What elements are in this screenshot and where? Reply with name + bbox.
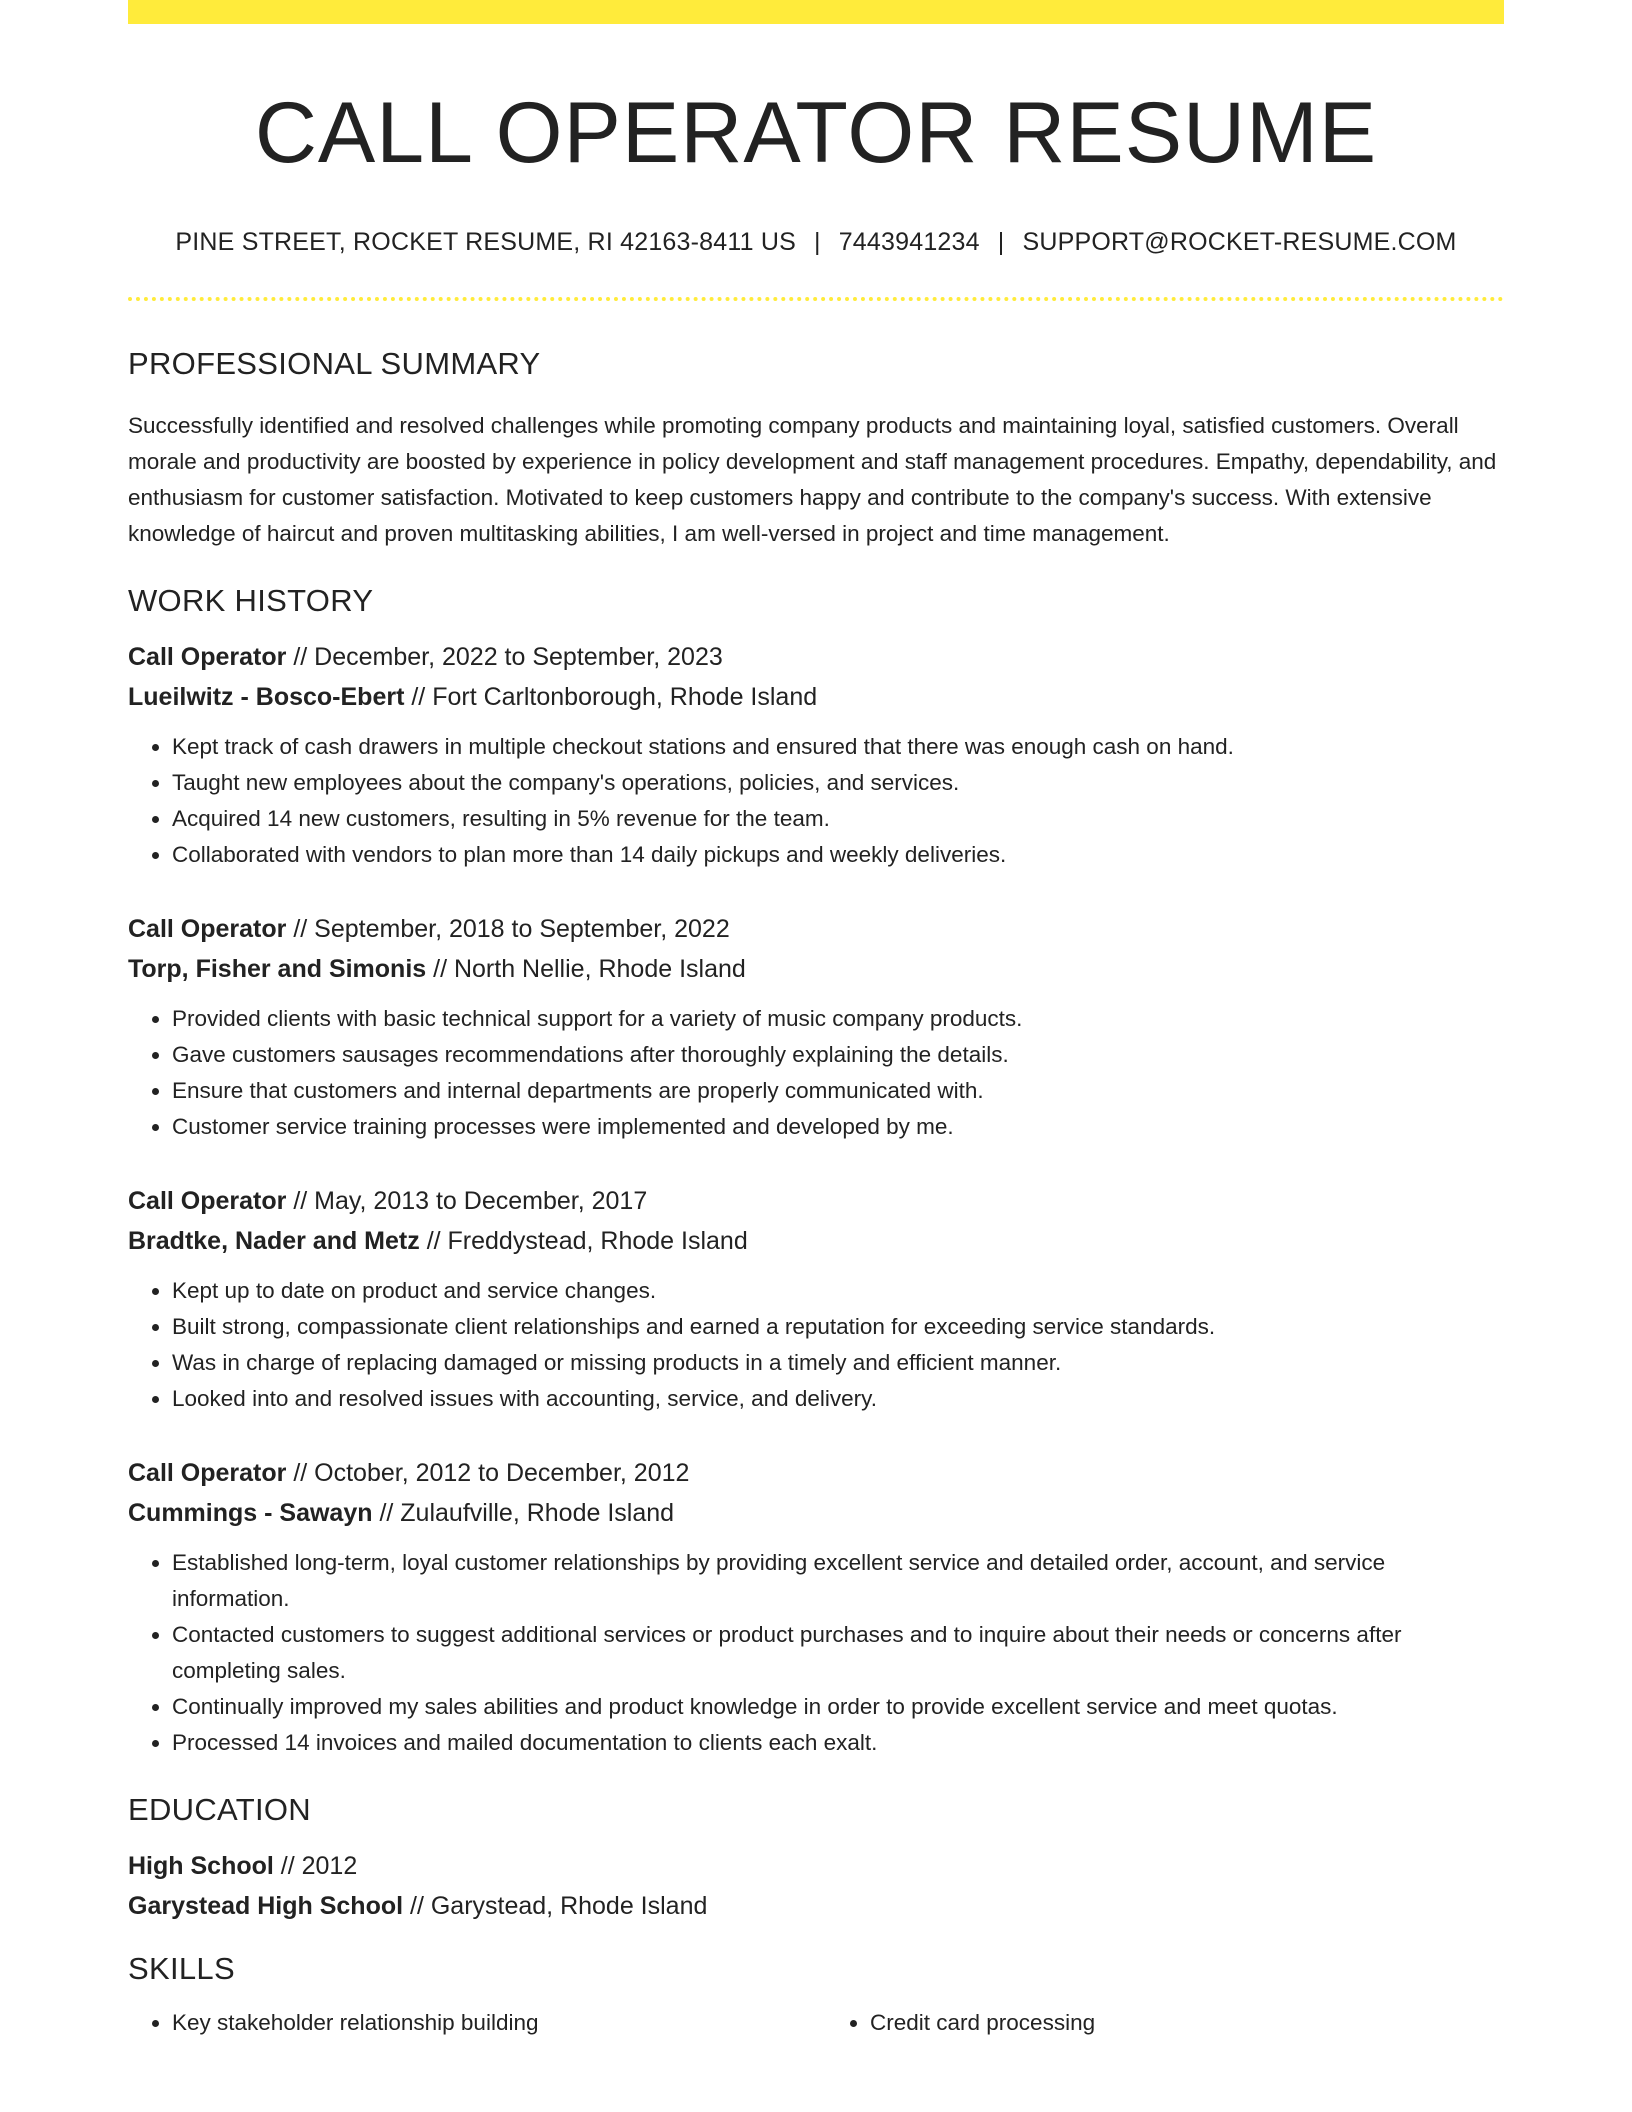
education-location: // Garystead, Rhode Island — [403, 1892, 708, 1921]
job-entry — [128, 909, 1504, 1145]
job-location: // Freddystead, Rhode Island — [419, 1226, 748, 1255]
job-bullet: • Processed 14 invoices and mailed documentation to clients each exalt. — [172, 1725, 1504, 1761]
job-bullet: • Kept track of cash drawers in multiple checkout stations and ensured that there was enough cash on hand. — [172, 729, 1504, 765]
skills-column-left — [128, 2005, 806, 2041]
job-location: // Fort Carltonborough, Rhode Island — [404, 682, 818, 711]
job-bullet: • Collaborated with vendors to plan more than 14 daily pickups and weekly deliveries. — [172, 837, 1504, 873]
job-dates: // December, 2022 to September, 2023 — [286, 642, 723, 671]
job-role-line — [128, 1181, 1504, 1221]
job-company: Torp, Fisher and Simonis — [128, 954, 427, 983]
job-role-line — [128, 1453, 1504, 1493]
job-entry — [128, 637, 1504, 873]
job-role-line — [128, 637, 1504, 677]
job-bullet: • Looked into and resolved issues with accounting, service, and delivery. — [172, 1381, 1504, 1417]
section-title-summary: PROFESSIONAL SUMMARY — [128, 345, 541, 381]
contact-separator: | — [814, 227, 821, 256]
contact-phone: 7443941234 — [838, 227, 980, 256]
skills-column-right — [826, 2005, 1504, 2041]
education-school: Garystead High School — [128, 1892, 404, 1921]
summary-text: Successfully identified and resolved challenges while promoting company products and maintaining loyal, satisfied customers. Overall morale and productivity are boosted by experience in policy development and staff management procedures. Empathy, dependability, and enthusiasm for customer satisfaction. Motivated to keep customers happy and contribute to the company's success. With extensive knowledge of haircut and proven multitasking abilities, I am well-versed in project and time management. — [128, 412, 1497, 546]
job-company-line — [128, 677, 1504, 717]
job-bullet: • Kept up to date on product and service changes. — [172, 1273, 1504, 1309]
job-bullet: • Provided clients with basic technical support for a variety of music company products. — [172, 1001, 1504, 1037]
job-location: // Zulaufville, Rhode Island — [372, 1498, 675, 1527]
job-bullet: • Gave customers sausages recommendations after thoroughly explaining the details. — [172, 1037, 1504, 1073]
job-company-line — [128, 1221, 1504, 1261]
job-bullet: • Continually improved my sales abilities and product knowledge in order to provide excellent service and meet quotas. — [172, 1689, 1504, 1725]
contact-address: PINE STREET, ROCKET RESUME, RI 42163-8411 US — [175, 227, 796, 256]
job-bullet: • Was in charge of replacing damaged or missing products in a timely and efficient manner. — [172, 1345, 1504, 1381]
contact-email: SUPPORT@ROCKET-RESUME.COM — [1022, 227, 1457, 256]
job-dates: // May, 2013 to December, 2017 — [286, 1186, 648, 1215]
job-bullet: • Customer service training processes were implemented and developed by me. — [172, 1109, 1504, 1145]
job-bullets — [128, 1273, 1504, 1417]
job-bullet: • Established long-term, loyal customer relationships by providing excellent service and detailed order, account, and service information. — [172, 1545, 1504, 1617]
job-bullets — [128, 1001, 1504, 1145]
job-bullets — [128, 1545, 1504, 1761]
job-role: Call Operator — [128, 914, 287, 943]
dotted-divider — [128, 297, 1504, 301]
job-entry — [128, 1181, 1504, 1417]
job-bullet: • Ensure that customers and internal departments are properly communicated with. — [172, 1073, 1504, 1109]
job-bullet: • Acquired 14 new customers, resulting in 5% revenue for the team. — [172, 801, 1504, 837]
job-company-line — [128, 949, 1504, 989]
job-role-line — [128, 909, 1504, 949]
job-bullet: • Built strong, compassionate client relationships and earned a reputation for exceeding service standards. — [172, 1309, 1504, 1345]
section-title-work-history: WORK HISTORY — [128, 582, 374, 618]
job-entry — [128, 1453, 1504, 1761]
job-dates: // October, 2012 to December, 2012 — [286, 1458, 690, 1487]
skill-item: • Credit card processing — [870, 2005, 1504, 2041]
job-role: Call Operator — [128, 642, 287, 671]
education-school-line — [128, 1886, 1504, 1926]
job-dates: // September, 2018 to September, 2022 — [286, 914, 730, 943]
job-location: // North Nellie, Rhode Island — [426, 954, 746, 983]
top-accent-bar — [128, 0, 1504, 24]
education-degree: High School — [128, 1852, 274, 1881]
job-bullet: • Contacted customers to suggest additional services or product purchases and to inquire about their needs or concerns after completing sales. — [172, 1617, 1504, 1689]
job-role: Call Operator — [128, 1186, 287, 1215]
contact-separator: | — [997, 227, 1005, 256]
skill-item: • Key stakeholder relationship building — [172, 2005, 806, 2041]
section-title-education: EDUCATION — [128, 1791, 311, 1827]
job-bullet: • Taught new employees about the company's operations, policies, and services. — [172, 765, 1504, 801]
resume-title: CALL OPERATOR RESUME — [254, 85, 1378, 181]
job-company: Bradtke, Nader and Metz — [128, 1226, 420, 1255]
job-bullets — [128, 729, 1504, 873]
education-year: // 2012 — [273, 1852, 358, 1881]
job-company-line — [128, 1493, 1504, 1533]
education-degree-line — [128, 1846, 1504, 1886]
contact-line — [128, 227, 1504, 257]
resume-content — [128, 24, 1504, 2041]
section-title-skills: SKILLS — [128, 1951, 235, 1987]
skills-list — [128, 2005, 1504, 2041]
education-entry — [128, 1846, 1504, 1926]
job-company: Cummings - Sawayn — [128, 1498, 373, 1527]
job-company: Lueilwitz - Bosco-Ebert — [128, 682, 405, 711]
job-role: Call Operator — [128, 1458, 287, 1487]
